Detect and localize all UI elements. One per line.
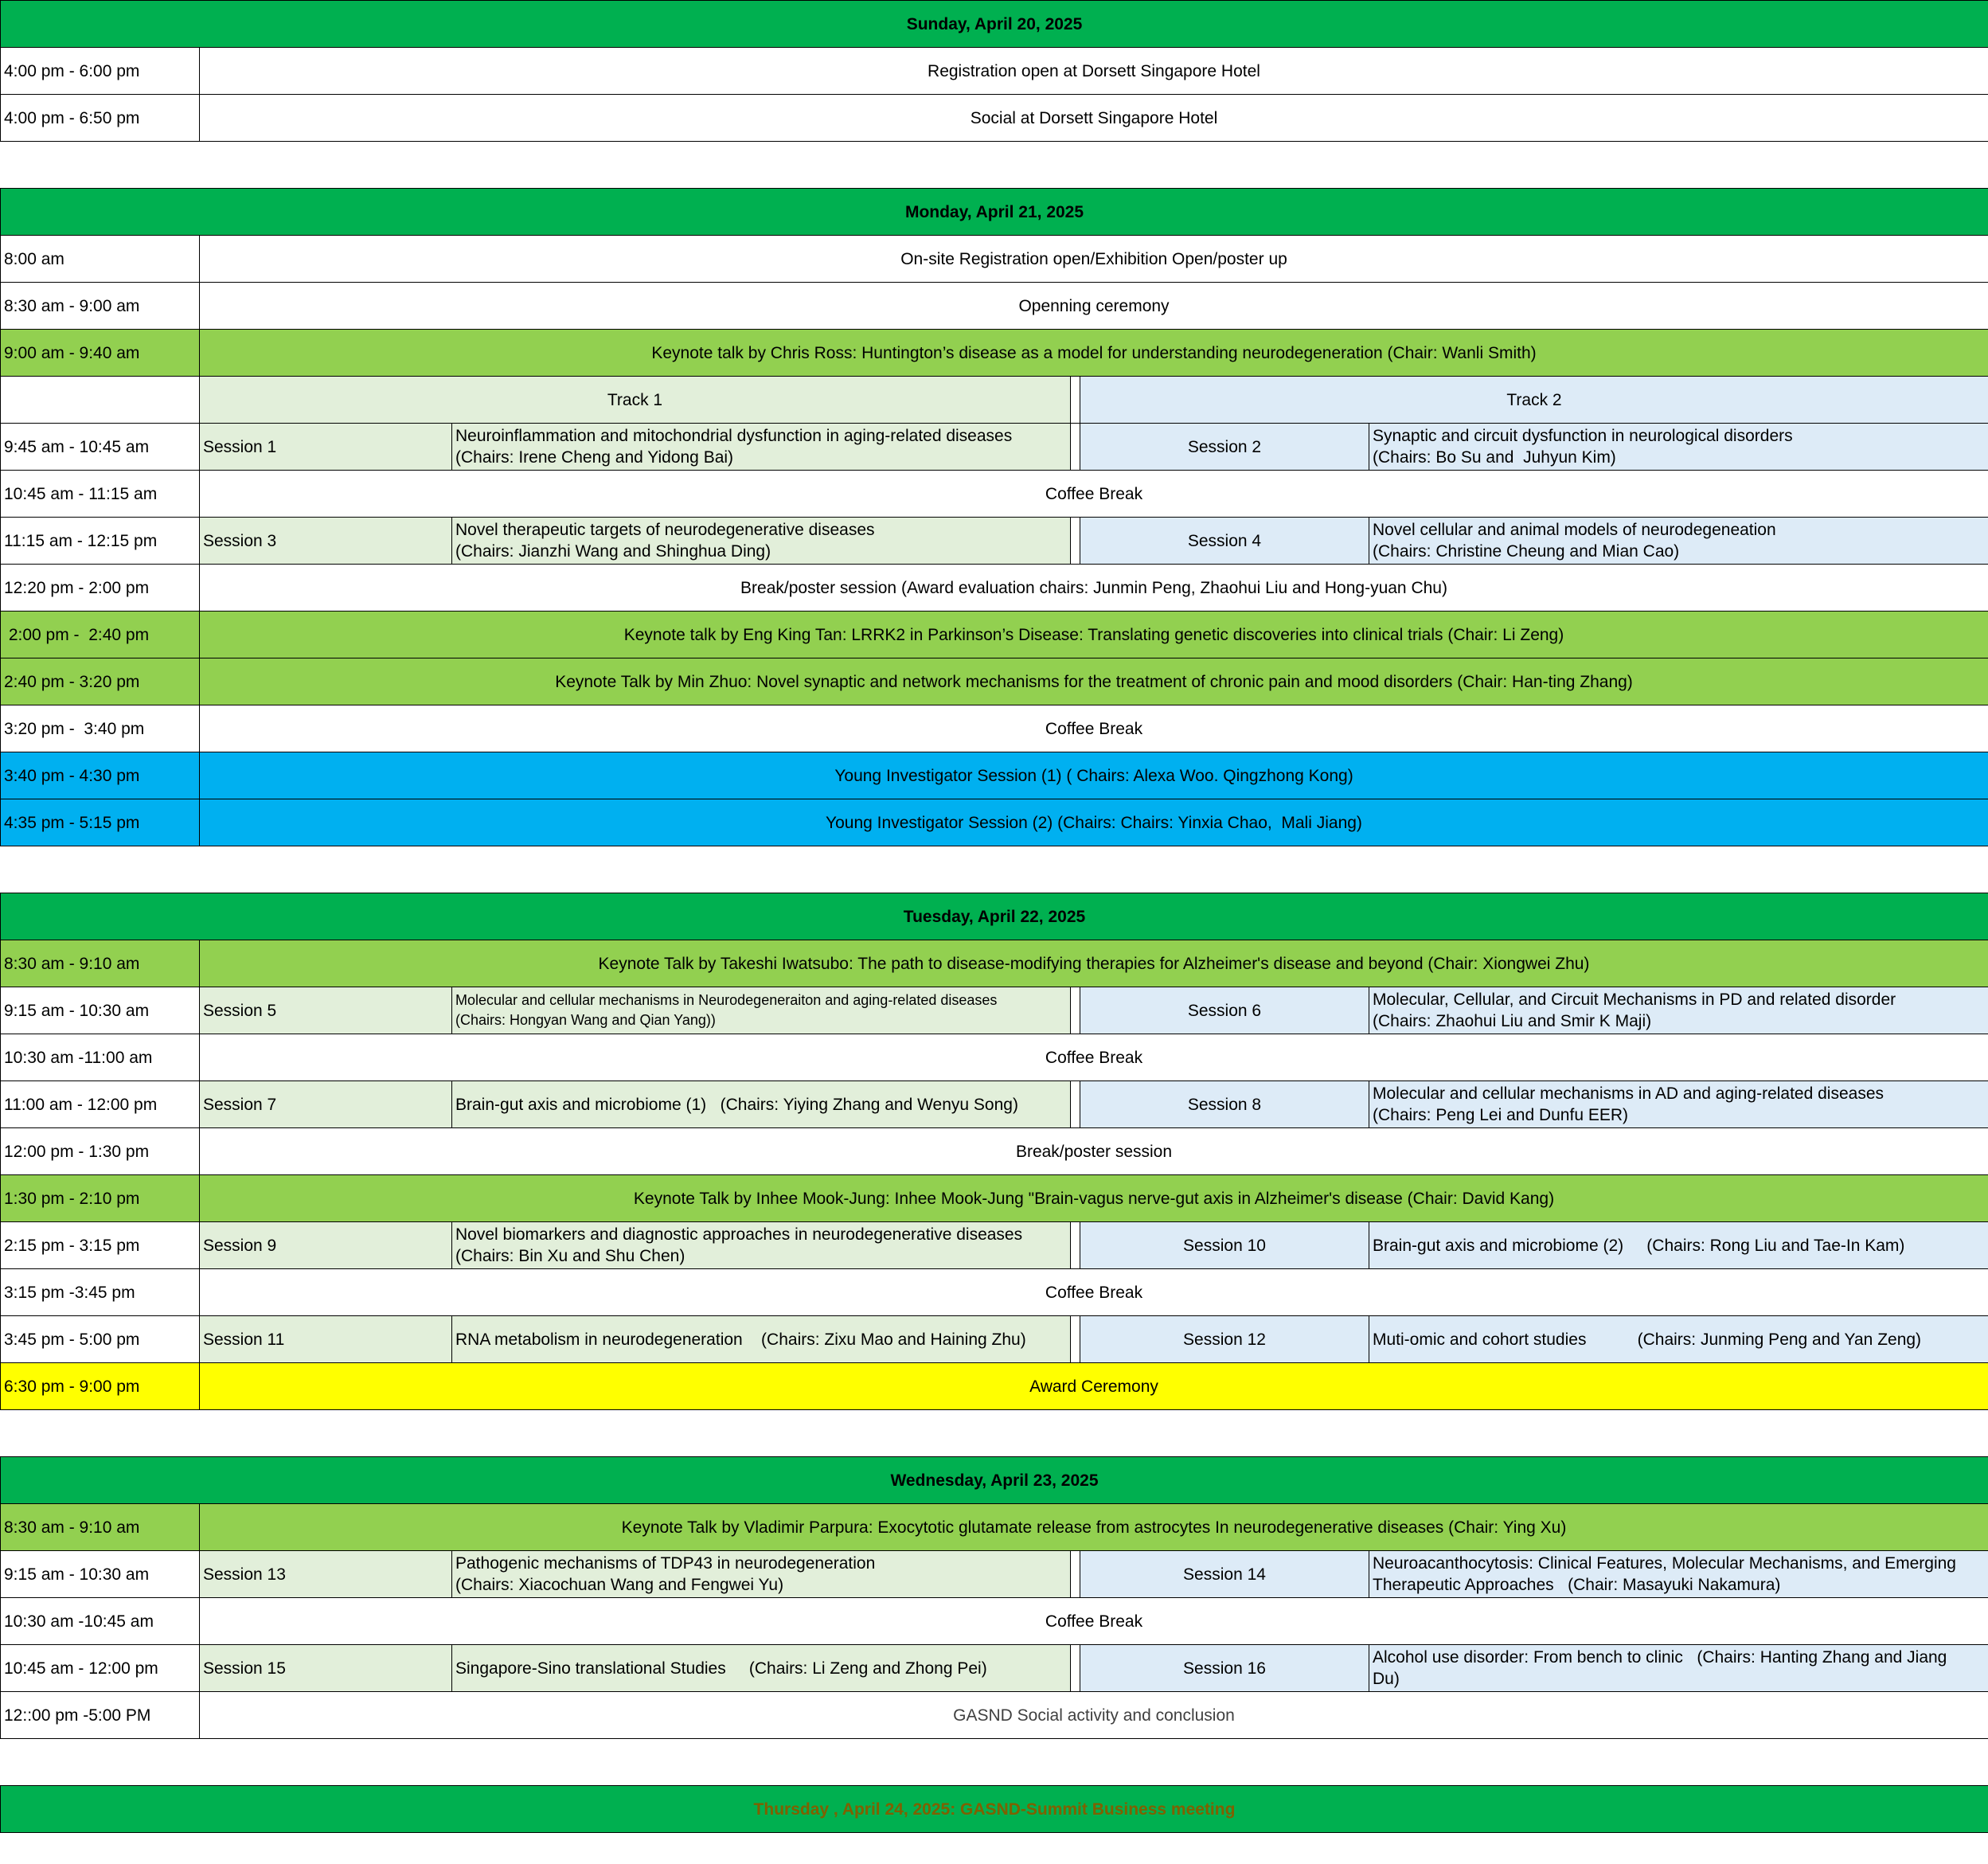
session-topic: Novel cellular and animal models of neurodegeneation [1373, 521, 1776, 539]
time-cell: 12::00 pm -5:00 PM [1, 1692, 200, 1739]
event-cell: Award Ceremony [200, 1363, 1988, 1410]
time-cell: 8:00 am [1, 236, 200, 283]
track-separator [1071, 987, 1080, 1034]
time-cell: 2:00 pm - 2:40 pm [1, 612, 200, 658]
spacer-cell [1, 1410, 1988, 1457]
session-row [1, 1081, 1988, 1128]
event-cell: Young Investigator Session (1) ( Chairs: Alexa Woo. Qingzhong Kong) [200, 752, 1988, 799]
session-title-track2 [1369, 1222, 1988, 1269]
session-label-track2: Session 14 [1080, 1551, 1369, 1598]
event-cell: Keynote Talk by Min Zhuo: Novel synaptic and network mechanisms for the treatment of chronic pain and mood disorders (Chair: Han-ting Zhang) [200, 658, 1988, 705]
session-chairs: (Chairs: Hongyan Wang and Qian Yang)) [455, 1012, 716, 1028]
session-topic: RNA metabolism in neurodegeneration (Chairs: Zixu Mao and Haining Zhu) [455, 1330, 1026, 1349]
session-title-track1 [452, 987, 1071, 1034]
session-label-track1: Session 7 [200, 1081, 452, 1128]
time-cell: 9:45 am - 10:45 am [1, 424, 200, 471]
session-title-track1 [452, 1645, 1071, 1692]
spacer-row [1, 1739, 1988, 1786]
day-header-row [1, 893, 1988, 940]
time-cell: 6:30 pm - 9:00 pm [1, 1363, 200, 1410]
session-label-track2: Session 8 [1080, 1081, 1369, 1128]
event-cell: Coffee Break [200, 1034, 1988, 1081]
track-1-header: Track 1 [200, 377, 1071, 424]
track-separator [1071, 518, 1080, 565]
session-chairs: (Chairs: Bo Su and Juhyun Kim) [1373, 448, 1616, 467]
event-cell: Coffee Break [200, 705, 1988, 752]
session-label-track1: Session 13 [200, 1551, 452, 1598]
day-header-row [1, 1, 1988, 48]
time-cell: 10:45 am - 11:15 am [1, 471, 200, 518]
event-cell: Keynote Talk by Vladimir Parpura: Exocytotic glutamate release from astrocytes In neurodegenerative diseases (Chair: Ying Xu) [200, 1504, 1988, 1551]
time-cell: 2:40 pm - 3:20 pm [1, 658, 200, 705]
schedule-row [1, 705, 1988, 752]
event-cell: Coffee Break [200, 1269, 1988, 1316]
session-chairs: (Chairs: Jianzhi Wang and Shinghua Ding) [455, 542, 771, 561]
session-row [1, 1645, 1988, 1692]
session-chairs: (Chairs: Zhaohui Liu and Smir K Maji) [1373, 1012, 1652, 1030]
schedule-row [1, 1363, 1988, 1410]
time-cell: 11:00 am - 12:00 pm [1, 1081, 200, 1128]
session-title-track2 [1369, 518, 1988, 565]
session-row [1, 987, 1988, 1034]
session-topic: Alcohol use disorder: From bench to clinic (Chairs: Hanting Zhang and Jiang [1373, 1648, 1947, 1667]
session-label-track2: Session 4 [1080, 518, 1369, 565]
spacer-cell [1, 1739, 1988, 1786]
session-topic: Novel therapeutic targets of neurodegenerative diseases [455, 521, 875, 539]
track-header-row [1, 377, 1988, 424]
session-title-track2 [1369, 987, 1988, 1034]
session-title-track1 [452, 518, 1071, 565]
session-topic: Muti-omic and cohort studies (Chairs: Junming Peng and Yan Zeng) [1373, 1330, 1922, 1349]
session-topic: Singapore-Sino translational Studies (Chairs: Li Zeng and Zhong Pei) [455, 1659, 987, 1678]
time-cell: 11:15 am - 12:15 pm [1, 518, 200, 565]
schedule-row [1, 471, 1988, 518]
event-cell: Coffee Break [200, 1598, 1988, 1645]
session-topic: Molecular and cellular mechanisms in Neurodegeneraiton and aging-related diseases [455, 992, 998, 1008]
session-chairs: (Chairs: Irene Cheng and Yidong Bai) [455, 448, 734, 467]
session-label-track1: Session 5 [200, 987, 452, 1034]
session-label-track1: Session 9 [200, 1222, 452, 1269]
spacer-row [1, 142, 1988, 189]
session-topic: Novel biomarkers and diagnostic approaches in neurodegenerative diseases [455, 1225, 1023, 1244]
session-topic: Neuroinflammation and mitochondrial dysfunction in aging-related diseases [455, 427, 1013, 445]
schedule-row [1, 1504, 1988, 1551]
schedule-body [1, 1, 1988, 1833]
time-cell: 10:30 am -10:45 am [1, 1598, 200, 1645]
schedule-row [1, 283, 1988, 330]
day-header: Monday, April 21, 2025 [1, 189, 1988, 236]
track-separator [1071, 1222, 1080, 1269]
session-title-track2 [1369, 1081, 1988, 1128]
session-chairs: Du) [1373, 1670, 1400, 1688]
schedule-row [1, 940, 1988, 987]
session-row [1, 1222, 1988, 1269]
session-row [1, 1551, 1988, 1598]
session-topic: Brain-gut axis and microbiome (1) (Chairs: Yiying Zhang and Wenyu Song) [455, 1095, 1018, 1114]
day-header-row [1, 1457, 1988, 1504]
time-cell: 3:20 pm - 3:40 pm [1, 705, 200, 752]
session-title-track1 [452, 1551, 1071, 1598]
time-cell: 10:45 am - 12:00 pm [1, 1645, 200, 1692]
time-cell: 2:15 pm - 3:15 pm [1, 1222, 200, 1269]
time-cell: 8:30 am - 9:10 am [1, 1504, 200, 1551]
schedule-row [1, 236, 1988, 283]
event-cell: GASND Social activity and conclusion [200, 1692, 1988, 1739]
session-row [1, 424, 1988, 471]
time-cell: 4:00 pm - 6:00 pm [1, 48, 200, 95]
session-topic: Synaptic and circuit dysfunction in neurological disorders [1373, 427, 1793, 445]
event-cell: Social at Dorsett Singapore Hotel [200, 95, 1988, 142]
schedule-row [1, 799, 1988, 846]
schedule-row [1, 1175, 1988, 1222]
time-cell: 12:20 pm - 2:00 pm [1, 565, 200, 612]
day-header: Thursday , April 24, 2025: GASND-Summit Business meeting [1, 1786, 1988, 1833]
schedule-row [1, 658, 1988, 705]
time-cell: 9:15 am - 10:30 am [1, 1551, 200, 1598]
event-cell: Break/poster session [200, 1128, 1988, 1175]
session-chairs: (Chairs: Christine Cheung and Mian Cao) [1373, 542, 1680, 561]
track-separator [1071, 424, 1080, 471]
event-cell: Break/poster session (Award evaluation chairs: Junmin Peng, Zhaohui Liu and Hong-yuan Chu) [200, 565, 1988, 612]
session-label-track1: Session 3 [200, 518, 452, 565]
session-topic: Pathogenic mechanisms of TDP43 in neurodegeneration [455, 1554, 876, 1573]
event-cell: On-site Registration open/Exhibition Open/poster up [200, 236, 1988, 283]
session-title-track2 [1369, 424, 1988, 471]
track-separator [1071, 1551, 1080, 1598]
schedule-row [1, 1598, 1988, 1645]
event-cell: Keynote Talk by Takeshi Iwatsubo: The path to disease-modifying therapies for Alzheimer's disease and beyond (Chair: Xiongwei Zhu) [200, 940, 1988, 987]
schedule-row [1, 752, 1988, 799]
session-chairs: Therapeutic Approaches (Chair: Masayuki Nakamura) [1373, 1576, 1781, 1594]
session-title-track2 [1369, 1645, 1988, 1692]
track-2-header: Track 2 [1080, 377, 1988, 424]
session-topic: Molecular and cellular mechanisms in AD and aging-related diseases [1373, 1084, 1884, 1103]
session-label-track1: Session 15 [200, 1645, 452, 1692]
day-header: Sunday, April 20, 2025 [1, 1, 1988, 48]
track-separator [1071, 377, 1080, 424]
session-title-track1 [452, 1316, 1071, 1363]
event-cell: Keynote Talk by Inhee Mook-Jung: Inhee Mook-Jung "Brain-vagus nerve-gut axis in Alzheimer's disease (Chair: David Kang) [200, 1175, 1988, 1222]
day-header: Tuesday, April 22, 2025 [1, 893, 1988, 940]
session-topic: Neuroacanthocytosis: Clinical Features, Molecular Mechanisms, and Emerging [1373, 1554, 1956, 1573]
event-cell: Openning ceremony [200, 283, 1988, 330]
session-label-track2: Session 6 [1080, 987, 1369, 1034]
session-topic: Brain-gut axis and microbiome (2) (Chairs: Rong Liu and Tae-In Kam) [1373, 1236, 1905, 1255]
schedule-row [1, 1692, 1988, 1739]
session-label-track2: Session 12 [1080, 1316, 1369, 1363]
session-label-track2: Session 16 [1080, 1645, 1369, 1692]
time-cell: 9:15 am - 10:30 am [1, 987, 200, 1034]
session-title-track1 [452, 424, 1071, 471]
time-cell: 8:30 am - 9:00 am [1, 283, 200, 330]
time-cell: 4:35 pm - 5:15 pm [1, 799, 200, 846]
time-cell: 12:00 pm - 1:30 pm [1, 1128, 200, 1175]
session-label-track1: Session 11 [200, 1316, 452, 1363]
session-label-track2: Session 2 [1080, 424, 1369, 471]
day-header-row [1, 1786, 1988, 1833]
time-cell: 8:30 am - 9:10 am [1, 940, 200, 987]
session-topic: Molecular, Cellular, and Circuit Mechanisms in PD and related disorder [1373, 991, 1896, 1009]
spacer-cell [1, 846, 1988, 893]
time-cell: 3:40 pm - 4:30 pm [1, 752, 200, 799]
track-separator [1071, 1081, 1080, 1128]
session-title-track2 [1369, 1316, 1988, 1363]
event-cell: Coffee Break [200, 471, 1988, 518]
event-cell: Young Investigator Session (2) (Chairs: Chairs: Yinxia Chao, Mali Jiang) [200, 799, 1988, 846]
time-cell: 3:45 pm - 5:00 pm [1, 1316, 200, 1363]
day-header: Wednesday, April 23, 2025 [1, 1457, 1988, 1504]
time-cell: 10:30 am -11:00 am [1, 1034, 200, 1081]
session-row [1, 1316, 1988, 1363]
spacer-cell [1, 142, 1988, 189]
session-title-track1 [452, 1222, 1071, 1269]
session-chairs: (Chairs: Peng Lei and Dunfu EER) [1373, 1106, 1628, 1124]
time-cell-empty [1, 377, 200, 424]
time-cell: 1:30 pm - 2:10 pm [1, 1175, 200, 1222]
day-header-row [1, 189, 1988, 236]
event-cell: Registration open at Dorsett Singapore Hotel [200, 48, 1988, 95]
time-cell: 4:00 pm - 6:50 pm [1, 95, 200, 142]
session-row [1, 518, 1988, 565]
track-separator [1071, 1645, 1080, 1692]
schedule-row [1, 612, 1988, 658]
session-title-track1 [452, 1081, 1071, 1128]
schedule-row [1, 1034, 1988, 1081]
spacer-row [1, 1410, 1988, 1457]
time-cell: 9:00 am - 9:40 am [1, 330, 200, 377]
session-label-track2: Session 10 [1080, 1222, 1369, 1269]
schedule-row [1, 48, 1988, 95]
schedule-row [1, 1269, 1988, 1316]
schedule-row [1, 330, 1988, 377]
schedule-row [1, 565, 1988, 612]
spacer-row [1, 846, 1988, 893]
event-cell: Keynote talk by Eng King Tan: LRRK2 in Parkinson’s Disease: Translating genetic discoveries into clinical trials (Chair: Li Zeng) [200, 612, 1988, 658]
session-title-track2 [1369, 1551, 1988, 1598]
session-chairs: (Chairs: Xiacochuan Wang and Fengwei Yu) [455, 1576, 784, 1594]
schedule-row [1, 95, 1988, 142]
track-separator [1071, 1316, 1080, 1363]
event-cell: Keynote talk by Chris Ross: Huntington’s disease as a model for understanding neurodegeneration (Chair: Wanli Smith) [200, 330, 1988, 377]
schedule-row [1, 1128, 1988, 1175]
session-label-track1: Session 1 [200, 424, 452, 471]
session-chairs: (Chairs: Bin Xu and Shu Chen) [455, 1247, 685, 1265]
time-cell: 3:15 pm -3:45 pm [1, 1269, 200, 1316]
